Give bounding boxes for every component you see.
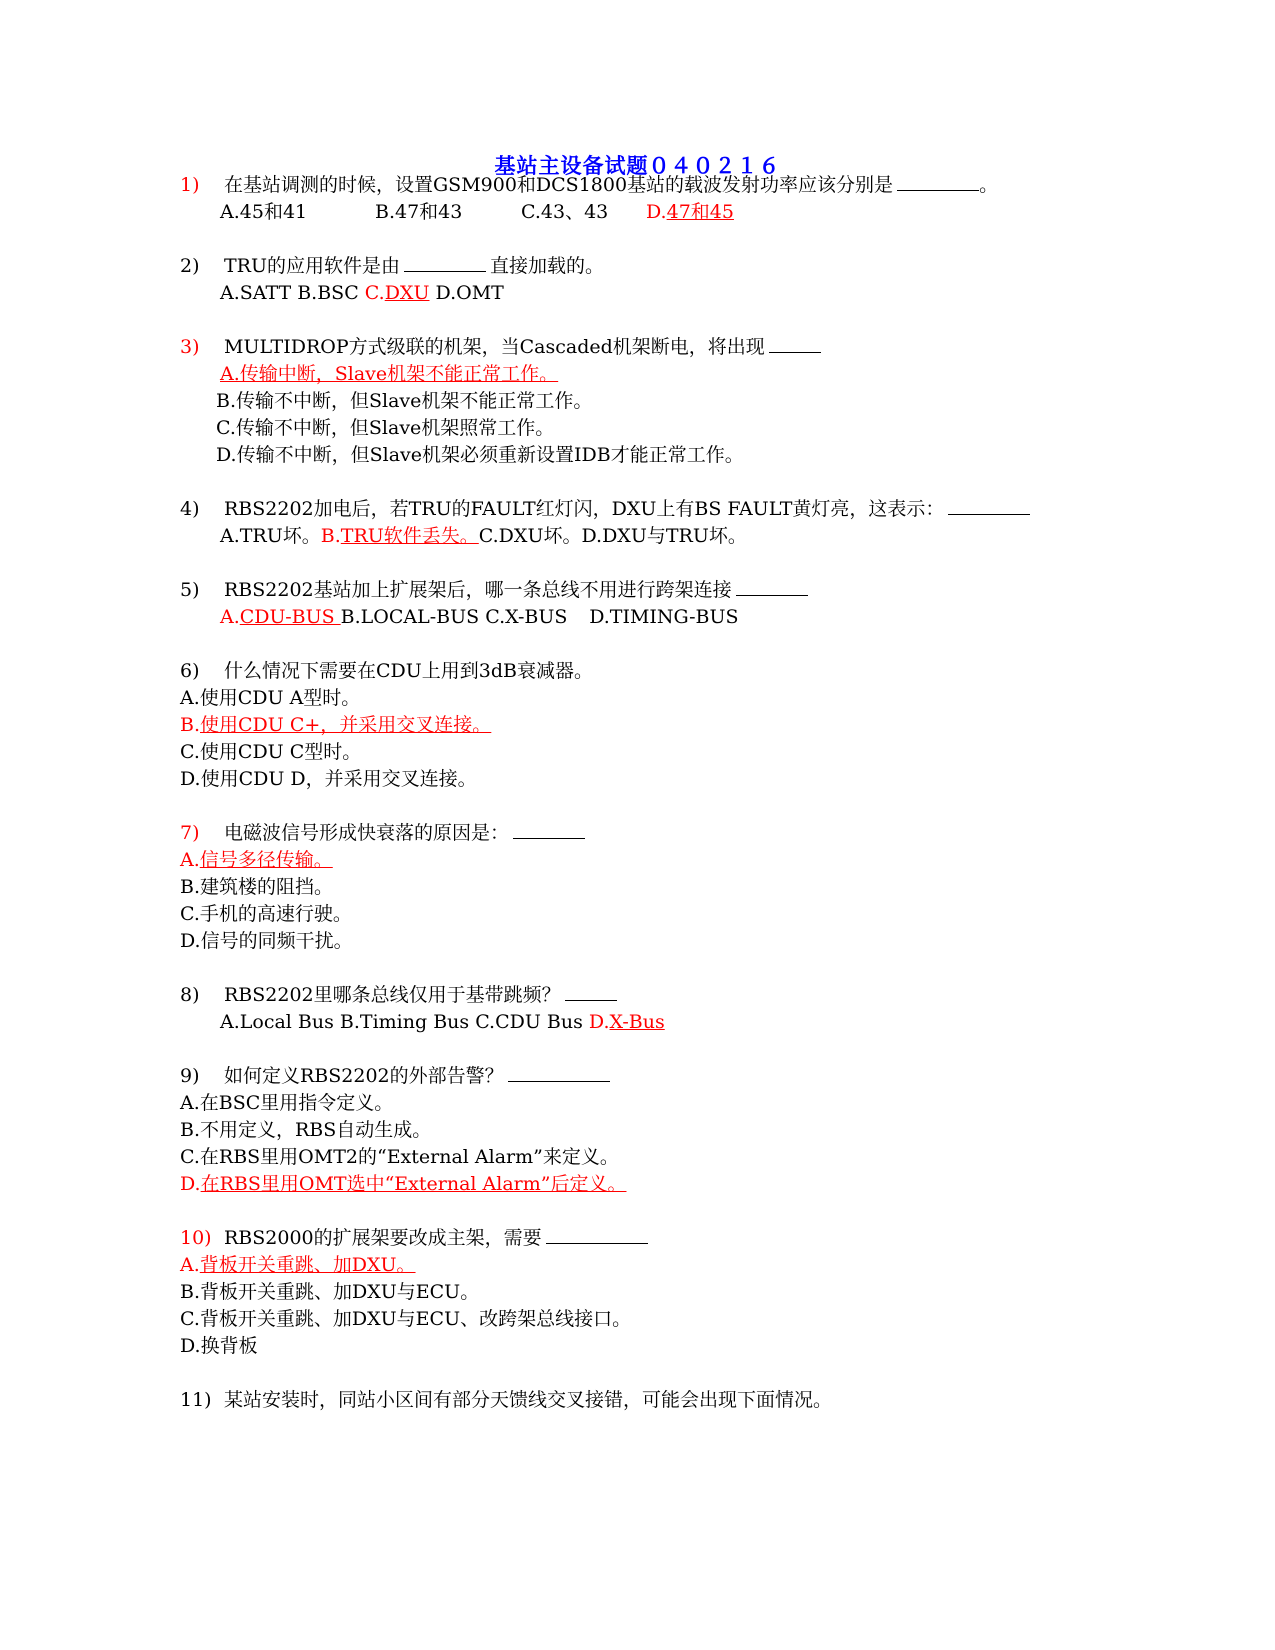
option-a-line (180, 847, 333, 873)
option-c: C.在RBS里用OMT2的“External Alarm”来定义。 (180, 1146, 619, 1168)
option-d: D.TIMING-BUS (589, 606, 739, 628)
question-stem: RBS2202基站加上扩展架后，哪一条总线不用进行跨架连接 (224, 579, 732, 601)
option-b: B.不用定义，RBS自动生成。 (180, 1119, 432, 1141)
page-title: 基站主设备试题０４０２１６ (494, 153, 781, 178)
option-b-line (180, 712, 491, 738)
question-11 (180, 1387, 832, 1413)
question-number: 11) (180, 1389, 212, 1411)
option-c: C.43、43 (521, 201, 609, 223)
option-c-answer: DXU (384, 282, 430, 304)
answer-blank (508, 1080, 610, 1082)
question-5-options (220, 604, 739, 630)
option-d-answer: X-Bus (609, 1011, 665, 1033)
question-2-options (220, 280, 504, 306)
question-number: 9) (180, 1065, 200, 1087)
question-stem: 在基站调测的时候，设置GSM900和DCS1800基站的载波发射功率应该分别是 (224, 174, 894, 196)
option-a: A.Local Bus (220, 1011, 334, 1033)
question-number: 10) (180, 1227, 212, 1249)
answer-blank (948, 513, 1030, 515)
question-8-options (220, 1009, 665, 1035)
option-c: C.CDU Bus (475, 1011, 583, 1033)
option-a: A.45和41 (220, 201, 308, 223)
option-c: C.传输不中断，但Slave机架照常工作。 (216, 417, 555, 439)
question-9 (180, 1063, 610, 1089)
question-2 (180, 253, 604, 279)
question-stem: RBS2000的扩展架要改成主架，需要 (224, 1227, 542, 1249)
question-stem: 如何定义RBS2202的外部告警？ (224, 1065, 504, 1087)
option-c: C.X-BUS (485, 606, 568, 628)
question-5 (180, 577, 808, 603)
option-d: D.OMT (435, 282, 504, 304)
question-number: 1) (180, 174, 200, 196)
option-b-answer: 使用CDU C+，并采用交叉连接。 (200, 714, 492, 736)
question-4 (180, 496, 1030, 522)
option-b: B.47和43 (375, 201, 463, 223)
question-number: 3) (180, 336, 200, 358)
answer-blank (404, 270, 486, 272)
question-stem: TRU的应用软件是由 (224, 255, 400, 277)
question-number: 2) (180, 255, 200, 277)
question-stem-after: 直接加载的。 (490, 255, 605, 277)
option-b: B.背板开关重跳、加DXU与ECU。 (180, 1281, 480, 1303)
option-d-prefix: D. (588, 1011, 610, 1033)
option-b-prefix: B. (320, 525, 341, 547)
option-c: C.手机的高速行驶。 (180, 903, 352, 925)
question-stem: 什么情况下需要在CDU上用到3dB衰减器。 (224, 660, 593, 682)
question-6 (180, 658, 593, 684)
answer-blank (546, 1242, 648, 1244)
answer-blank (736, 594, 808, 596)
question-4-options (220, 523, 747, 549)
option-d: D.传输不中断，但Slave机架必须重新设置IDB才能正常工作。 (216, 444, 744, 466)
question-3 (180, 334, 821, 360)
answer-blank (513, 837, 585, 839)
option-b-answer: TRU软件丢失。 (340, 525, 479, 547)
question-number: 8) (180, 984, 200, 1006)
question-stem: 某站安装时，同站小区间有部分天馈线交叉接错，可能会出现下面情况。 (224, 1389, 833, 1411)
option-d-line (180, 1171, 626, 1197)
answer-blank (897, 189, 979, 191)
question-8 (180, 982, 617, 1008)
option-b: B.Timing Bus (339, 1011, 470, 1033)
question-number: 7) (180, 822, 200, 844)
option-a-answer: 背板开关重跳、加DXU。 (199, 1254, 416, 1276)
question-stem: RBS2202加电后，若TRU的FAULT红灯闪，DXU上有BS FAULT黄灯亮，这表示： (224, 498, 945, 520)
option-a-prefix: A. (220, 606, 240, 628)
option-a: A.在BSC里用指令定义。 (180, 1092, 394, 1114)
option-d: D.换背板 (180, 1335, 258, 1357)
question-1-options (220, 199, 734, 225)
option-a-answer: CDU-BUS (239, 606, 341, 628)
option-c: C.背板开关重跳、加DXU与ECU、改跨架总线接口。 (180, 1308, 632, 1330)
option-c: C.使用CDU C型时。 (180, 741, 362, 763)
option-a-answer: A.传输中断，Slave机架不能正常工作。 (220, 363, 559, 385)
option-a-prefix: A. (180, 1254, 200, 1276)
question-stem: MULTIDROP方式级联的机架，当Cascaded机架断电，将出现 (224, 336, 765, 358)
option-d-answer: 在RBS里用OMT选中“External Alarm”后定义。 (200, 1173, 627, 1195)
option-c: C.DXU坏。 (478, 525, 582, 547)
option-c-prefix: C. (364, 282, 385, 304)
option-b: B.建筑楼的阻挡。 (180, 876, 334, 898)
option-d-answer: 47和45 (666, 201, 734, 223)
question-1: 1) 在基站调测的时候，设置GSM900和DCS1800基站的载波发射功率应该分别是 。 (180, 174, 999, 196)
option-d: D.DXU与TRU坏。 (581, 525, 747, 547)
option-a-prefix: A. (180, 849, 200, 871)
question-number: 6) (180, 660, 200, 682)
question-stem: RBS2202里哪条总线仅用于基带跳频？ (224, 984, 561, 1006)
option-a-answer: 信号多径传输。 (199, 849, 333, 871)
question-10 (180, 1225, 648, 1251)
option-b-prefix: B. (180, 714, 201, 736)
answer-blank (565, 999, 617, 1001)
option-a-line (180, 1252, 416, 1278)
option-b: B.LOCAL-BUS (340, 606, 480, 628)
option-d-prefix: D. (180, 1173, 201, 1195)
option-d-prefix: D. (646, 201, 667, 223)
option-a: A.SATT (220, 282, 292, 304)
option-a: A.TRU坏。 (220, 525, 321, 547)
answer-blank (769, 351, 821, 353)
question-number: 4) (180, 498, 200, 520)
option-a: A.使用CDU A型时。 (180, 687, 361, 709)
question-number: 5) (180, 579, 200, 601)
question-7 (180, 820, 585, 846)
option-b: B.BSC (297, 282, 359, 304)
option-d: D.使用CDU D，并采用交叉连接。 (180, 768, 477, 790)
question-stem: 电磁波信号形成快衰落的原因是： (224, 822, 510, 844)
option-d: D.信号的同频干扰。 (180, 930, 353, 952)
option-b: B.传输不中断，但Slave机架不能正常工作。 (216, 390, 593, 412)
